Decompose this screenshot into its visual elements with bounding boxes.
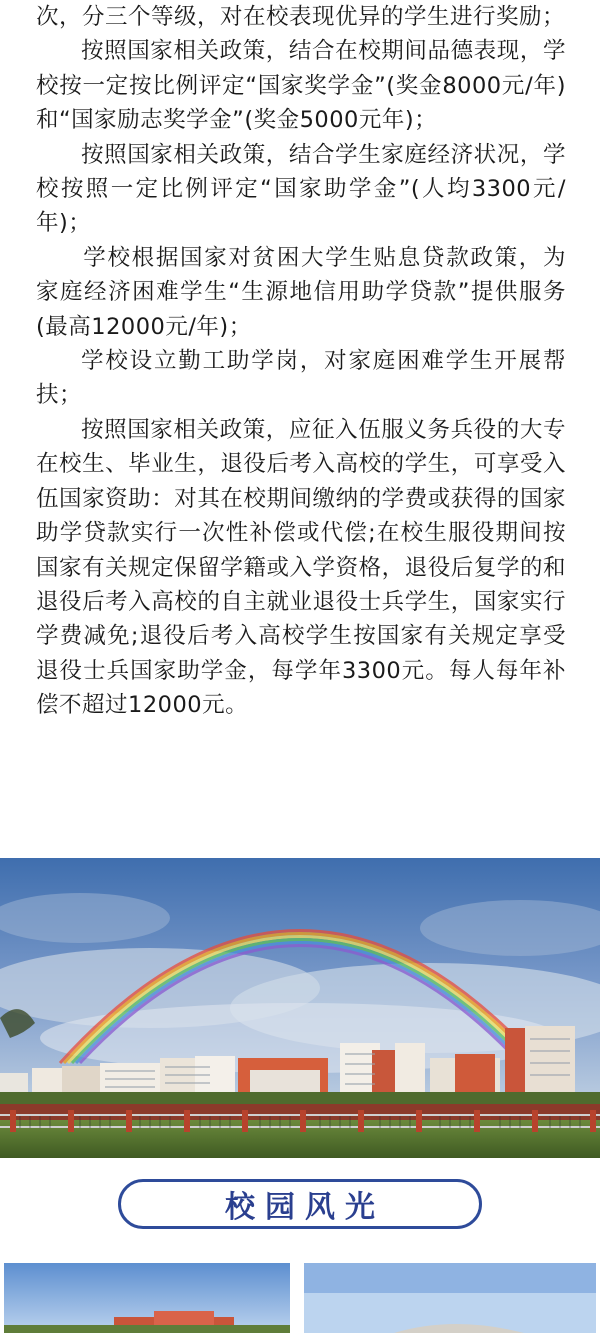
- section-heading-text: 校园风光: [225, 1190, 385, 1225]
- paragraph-2: 按照国家相关政策，结合在校期间品德表现，学校按一定按比例评定“国家奖学金”(奖金8000元/年)和“国家励志奖学金”(奖金5000元年)；: [36, 38, 566, 134]
- paragraph-4: 学校根据国家对贫困大学生贴息贷款政策，为家庭经济困难学生“生源地信用助学贷款”提供服务(最高12000元/年)；: [36, 244, 566, 340]
- campus-thumbnail-left: [4, 1263, 290, 1333]
- paragraph-3: 按照国家相关政策，结合学生家庭经济状况，学校按照一定比例评定“国家助学金”(人均3300元/年)；: [36, 141, 566, 237]
- paragraph-6: 按照国家相关政策，应征入伍服义务兵役的大专在校生、毕业生，退役后考入高校的学生，可享受入伍国家资助：对其在校期间缴纳的学费或获得的国家助学贷款实行一次性补偿或代偿;在校生服役期间按国家有关规定保留学籍或入学资格，退役后复学的和退役后考入高校的自主就业退役士兵学生，国家实行学费减免;退役后考入高校学生按国家有关规定享受退役士兵国家助学金，每学年3300元。每人每年补偿不超过12000元。: [36, 416, 566, 719]
- campus-thumbnail-left-image: [4, 1263, 290, 1333]
- campus-thumbnail-right: [304, 1263, 596, 1333]
- article-text: [36, 0, 566, 723]
- paragraph-1: 次，分三个等级，对在校表现优异的学生进行奖励；: [36, 4, 566, 30]
- campus-rainbow-illustration: [0, 858, 600, 1158]
- paragraph-5: 学校设立勤工助学岗，对家庭困难学生开展帮扶；: [36, 348, 566, 409]
- campus-rainbow-photo: [0, 858, 600, 1158]
- section-heading-campus-scenery: [118, 1179, 482, 1229]
- campus-thumbnail-right-image: [304, 1263, 596, 1333]
